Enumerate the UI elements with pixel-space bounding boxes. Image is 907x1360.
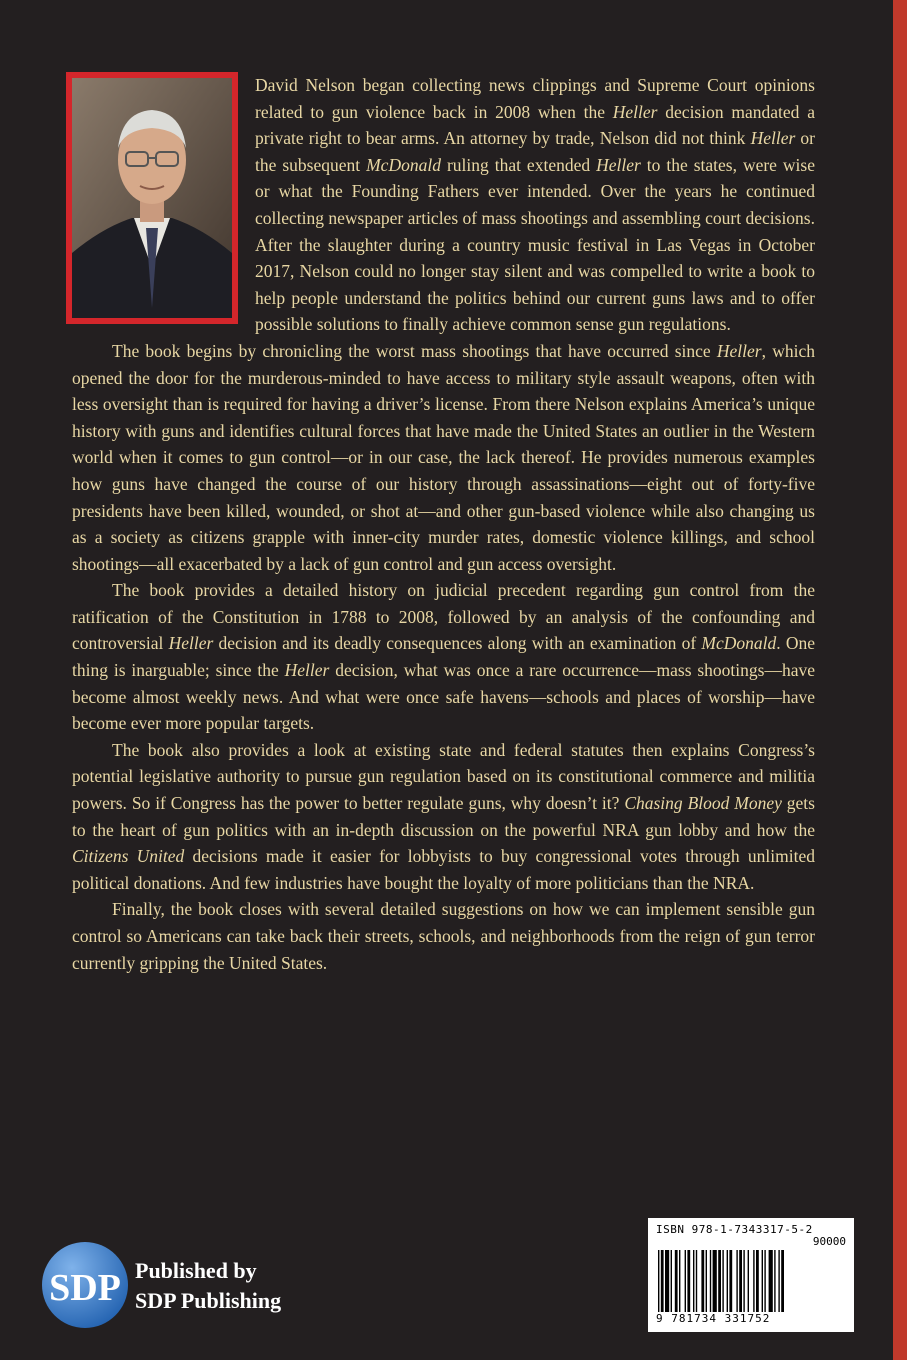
barcode-bar <box>739 1250 742 1312</box>
barcode-bar <box>685 1250 686 1312</box>
barcode-bar <box>706 1250 707 1312</box>
barcode-bar <box>769 1250 773 1312</box>
text-run: or the subsequent <box>255 128 816 175</box>
barcode-bar <box>774 1250 775 1312</box>
barcode-bar <box>762 1250 763 1312</box>
publisher-line-2: SDP Publishing <box>135 1288 282 1313</box>
italic-run: McDonald <box>366 154 441 175</box>
text-run: decision, what was once a rare occurrence—mass shootings—have become almost weekly news. And what were once safe havens—schools and places of worship—have become ever more popular targets. <box>72 660 815 734</box>
barcode-bar <box>722 1250 723 1312</box>
text-run: The book provides a detailed history on judicial precedent regarding gun control from the ratification of the Constitution in 1788 to 2008, followed by an analysis of the confounding and controversial <box>72 580 815 654</box>
spine-edge <box>893 0 907 1360</box>
barcode-bar <box>764 1250 765 1312</box>
barcode-bar <box>675 1250 678 1312</box>
text-run: decision and its deadly consequences along with an examination of <box>213 633 702 654</box>
barcode-bar <box>696 1250 697 1312</box>
italic-run: Citizens United <box>72 846 185 867</box>
barcode-bar <box>658 1250 659 1312</box>
text-run: The book begins by chronicling the worst mass shootings that have occurred since <box>112 340 717 361</box>
text-run: David Nelson began collecting news clippings and Supreme Court opinions related to gun violence back in 2008 when the <box>255 75 815 122</box>
italic-run: Heller <box>716 340 762 361</box>
barcode-bar <box>753 1250 754 1312</box>
barcode-bar <box>727 1250 728 1312</box>
italic-run: Heller <box>750 128 796 149</box>
blurb-paragraph-3 <box>72 577 815 737</box>
barcode-bar <box>713 1250 717 1312</box>
barcode-bar <box>661 1250 664 1312</box>
barcode-icon <box>656 1250 846 1312</box>
barcode-bar <box>748 1250 749 1312</box>
isbn-barcode <box>648 1218 854 1332</box>
publisher-line-1: Published by <box>135 1258 257 1283</box>
italic-run: Chasing Blood Money <box>624 793 782 814</box>
italic-run: Heller <box>284 660 330 681</box>
barcode-bar <box>718 1250 721 1312</box>
publisher-credit <box>135 1256 281 1316</box>
barcode-bar <box>743 1250 744 1312</box>
barcode-bar <box>729 1250 732 1312</box>
text-run: The book also provides a look at existing state and federal statutes then explains Congress’s potential legislative authority to pursue gun regulation based on its constitutional commerce and militia powers. So if Congress has the power to better regulate guns, why doesn’t it? <box>72 739 815 814</box>
barcode-bar <box>710 1250 711 1312</box>
italic-run: Heller <box>596 154 641 175</box>
barcode-bar <box>687 1250 690 1312</box>
barcode-bar <box>701 1250 704 1312</box>
italic-run: Heller <box>168 633 214 654</box>
logo-text: SDP <box>49 1267 121 1309</box>
ean-digits: 9 781734 331752 <box>656 1312 771 1325</box>
text-run: , which opened the door for the murderous-minded to have access to military style assault weapons, often with less oversight than is required for having a driver’s license. From there Nelson explains America’s unique history with guns and identifies cultural forces that have made the United States an outlier in the Western world when it comes to gun control—or in our case, the lack thereof. He provides numerous examples how guns have changed the course of our history through assassinations—eight out of forty-five presidents have been killed, wounded, or shot at—and other gun-based violence while also changing us as a society as citizens grapple with inner-city murder rates, domestic violence killings, and school shootings—all exacerbated by a lack of gun control and gun access oversight. <box>72 340 815 574</box>
barcode-bar <box>693 1250 694 1312</box>
barcode-bar <box>736 1250 737 1312</box>
barcode-bar <box>781 1250 784 1312</box>
text-run: . One thing is inarguable; since the <box>72 633 816 681</box>
blurb-paragraph-5: Finally, the book closes with several detailed suggestions on how we can implement sensible gun control so Americans can take back their streets, schools, and neighborhoods from the reign of gun terror currently gripping the United States. <box>72 899 815 973</box>
text-run: gets to the heart of gun politics with an in-depth discussion on the powerful NRA gun lobby and how the <box>72 793 815 840</box>
sdp-logo-icon <box>40 1240 130 1330</box>
isbn-text: ISBN 978-1-7343317-5-2 <box>656 1223 813 1236</box>
text-run: decision mandated a private right to bear arms. An attorney by trade, Nelson did not think <box>255 101 815 149</box>
price-code: 90000 <box>812 1235 846 1248</box>
italic-run: McDonald <box>701 633 777 654</box>
blurb-paragraph-2 <box>72 338 815 577</box>
back-cover-blurb <box>72 72 815 976</box>
barcode-bar <box>756 1250 759 1312</box>
photo-spacer <box>72 72 255 334</box>
barcode-bar <box>679 1250 680 1312</box>
text-run: ruling that extended <box>440 154 597 175</box>
text-run: decisions made it easier for lobbyists to buy congressional votes through unlimited political donations. And few industries have bought the loyalty of more politicians than the NRA. <box>72 846 815 893</box>
blurb-paragraph-4 <box>72 737 815 897</box>
barcode-bar <box>671 1250 672 1312</box>
text-run: to the states, were wise or what the Founding Fathers ever intended. Over the years he continued collecting newspaper articles of mass shootings and assembling court decisions. After the slaughter during a country music festival in Las Vegas in October 2017, Nelson could no longer stay silent and was compelled to write a book to help people understand the politics behind our current guns laws and to offer possible solutions to finally achieve common sense gun regulations. <box>255 154 815 335</box>
barcode-bar <box>665 1250 669 1312</box>
italic-run: Heller <box>612 101 658 122</box>
barcode-bar <box>778 1250 779 1312</box>
